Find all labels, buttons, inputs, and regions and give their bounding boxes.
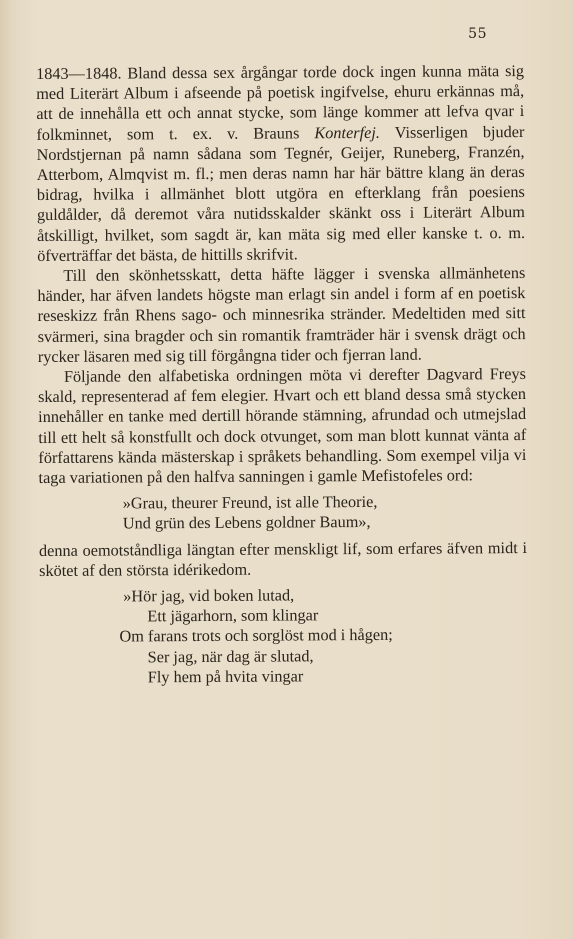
paragraph-4: denna oemotståndliga längtan efter menskligt lif, som erfares äfven midt i skötet af den största idérikedom. xyxy=(38,537,528,580)
verse-quote-1 xyxy=(39,491,527,534)
verse-2-line-4: Ser jag, när dag är slutad, xyxy=(147,646,314,667)
verse-1-line-2: Und grün des Lebens goldner Baum», xyxy=(122,512,371,533)
paragraph-2: Till den skönhetsskatt, detta häfte lägger i svenska allmänhetens händer, har äfven landets högste man erlagt sin andel i form af en poetisk reseskizz från Rhens sago- och minnesrika stränder. Medeltiden med sitt svärmeri, sina bragder och sin romantik framträder här i svensk drägt och rycker läsaren med sig till förgångna tider och fjerran land. xyxy=(37,263,526,366)
paragraph-1 xyxy=(36,61,525,266)
verse-2-line-1: »Hör jag, vid boken lutad, xyxy=(123,585,295,606)
paragraph-1-end: Visserligen bjuder Nordstjernan på namn sådana som Tegnér, Geijer, Runeberg, Franzén, Atterbom, Almqvist m. fl.; men deras namn har här bättre klang än deras bidrag, hvilka i allmänhet blott utgöra en efterklang från poesiens guldålder, då deremot våra nutidsskalder skänkt oss i Literärt Album åtskilligt, hvilket, som sagdt är, kan mäta sig med eller kanske t. o. m. öfverträffar det bästa, de hittills skrifvit. xyxy=(36,121,526,265)
body-text xyxy=(36,61,528,694)
verse-2-line-5: Fly hem på hvita vingar xyxy=(147,666,304,687)
verse-1-line-1: »Grau, theurer Freund, ist alle Theorie, xyxy=(122,492,378,513)
verse-2-line-3: Om farans trots och sorglöst mod i hågen; xyxy=(119,625,393,646)
paragraph-1-italic-title: Konterfej. xyxy=(314,122,381,142)
page-number: 55 xyxy=(468,26,487,42)
verse-quote-2 xyxy=(39,584,528,688)
paragraph-1-start: 1843—1848. Bland dessa sex årgångar torde dock ingen kunna mäta sig med Literärt Album i afseende på poetisk ingifvelse, ehuru erkännas må, att de innehålla ett och annat stycke, som länge kommer att lefva qvar i folkminnet, som t. ex. v. Brauns xyxy=(36,61,525,144)
verse-2-line-2: Ett jägarhorn, som klingar xyxy=(147,605,319,626)
paragraph-3: Följande den alfabetiska ordningen möta vi derefter Dagvard Freys skald, representerad af fem elegier. Hvart och ett bland dessa små stycken innehåller en tanke med dertill hörande stämning, afrundad och utmejslad till ett helt så konstfullt och dock otvunget, som man blott kunnat vänta af författarens kända mästerskap i språkets behandling. Som exempel vilja vi taga variationen på den halfva sanningen i gamle Mefistofeles ord: xyxy=(37,364,527,488)
